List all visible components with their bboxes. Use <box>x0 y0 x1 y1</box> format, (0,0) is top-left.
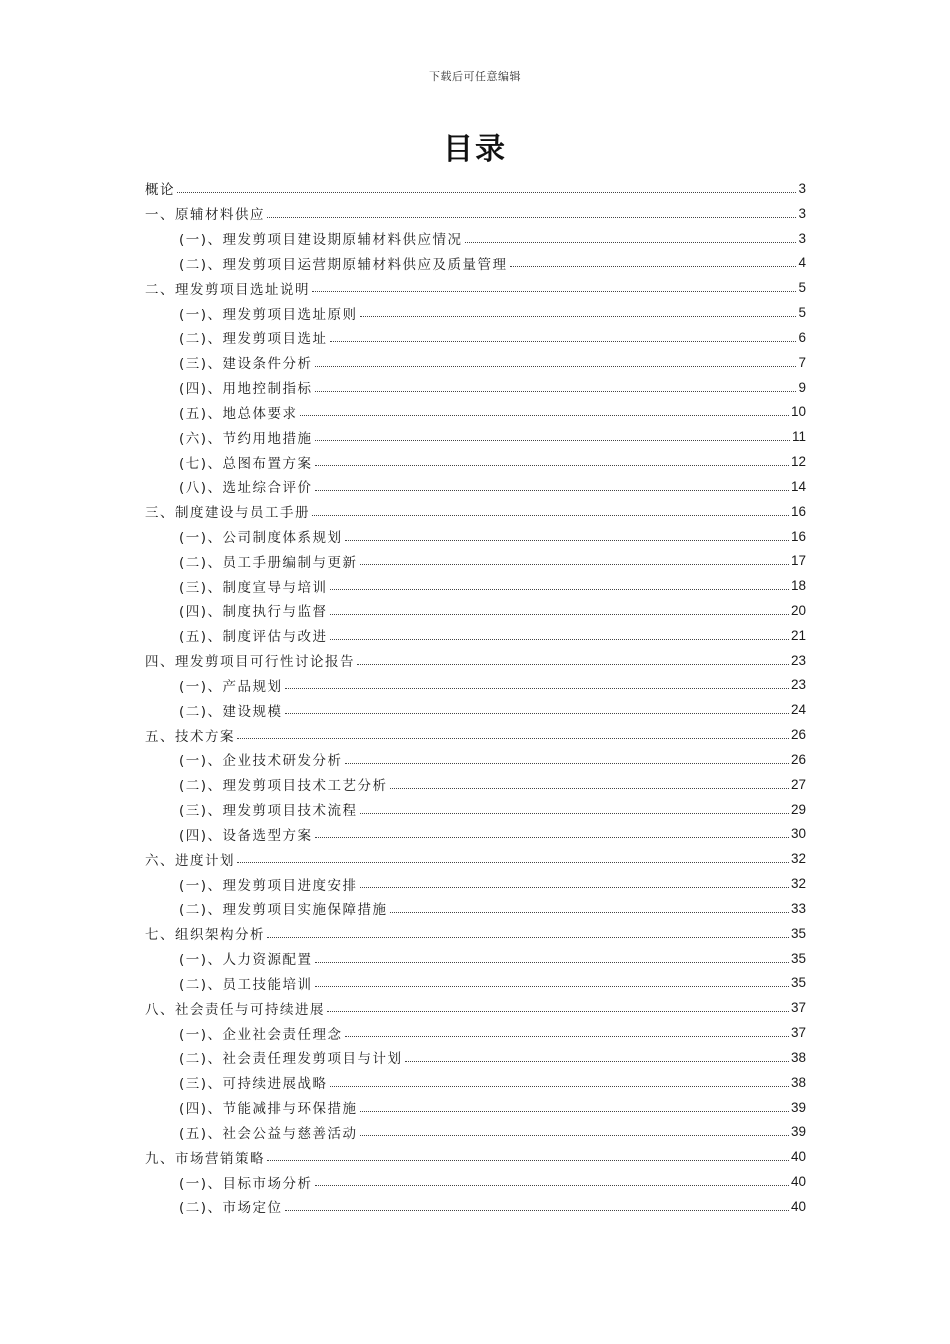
toc-dot-leader <box>315 440 790 441</box>
toc-entry[interactable] <box>145 176 806 201</box>
toc-entry-label: 八、社会责任与可持续进展 <box>145 1001 325 1018</box>
toc-entry-page-number: 14 <box>790 478 806 494</box>
toc-entry-label: 二、理发剪项目选址说明 <box>145 281 310 298</box>
toc-entry-page-number: 7 <box>798 354 806 370</box>
toc-entry[interactable] <box>145 648 806 673</box>
toc-entry[interactable] <box>145 399 806 424</box>
toc-entry-page-number: 33 <box>790 900 806 916</box>
toc-entry-page-number: 3 <box>798 230 806 246</box>
toc-dot-leader <box>315 490 789 491</box>
toc-dot-leader <box>360 316 797 317</box>
toc-entry-label: (二)、理发剪项目实施保障措施 <box>179 902 388 919</box>
toc-entry-page-number: 30 <box>790 826 806 842</box>
toc-entry[interactable] <box>145 250 806 275</box>
toc-entry-label: 三、制度建设与员工手册 <box>145 505 310 522</box>
toc-entry-page-number: 3 <box>798 180 806 196</box>
toc-entry-label: (二)、市场定位 <box>179 1200 283 1217</box>
toc-entry-label: (二)、理发剪项目运营期原辅材料供应及质量管理 <box>179 256 508 273</box>
toc-entry[interactable] <box>145 598 806 623</box>
toc-entry[interactable] <box>145 325 806 350</box>
toc-dot-leader <box>237 862 789 863</box>
toc-dot-leader <box>465 242 797 243</box>
toc-dot-leader <box>315 1185 789 1186</box>
toc-dot-leader <box>360 1111 789 1112</box>
toc-entry-page-number: 39 <box>790 1099 806 1115</box>
toc-entry[interactable] <box>145 1144 806 1169</box>
toc-entry-label: (四)、用地控制指标 <box>179 381 313 398</box>
toc-dot-leader <box>315 837 789 838</box>
toc-entry-label: (二)、理发剪项目选址 <box>179 331 328 348</box>
table-of-contents <box>145 176 806 1219</box>
toc-entry[interactable] <box>145 772 806 797</box>
toc-entry[interactable] <box>145 697 806 722</box>
toc-dot-leader <box>510 266 797 267</box>
toc-entry-page-number: 38 <box>790 1049 806 1065</box>
toc-entry[interactable] <box>145 201 806 226</box>
toc-entry[interactable] <box>145 921 806 946</box>
toc-entry[interactable] <box>145 424 806 449</box>
toc-entry-label: (一)、企业社会责任理念 <box>179 1026 343 1043</box>
toc-entry-label: (一)、理发剪项目进度安排 <box>179 877 358 894</box>
toc-entry-label: (五)、社会公益与慈善活动 <box>179 1125 358 1142</box>
toc-entry-page-number: 35 <box>790 950 806 966</box>
toc-entry[interactable] <box>145 1194 806 1219</box>
toc-entry-label: (一)、目标市场分析 <box>179 1175 313 1192</box>
toc-dot-leader <box>345 1036 789 1037</box>
page-title: 目录 <box>443 132 507 167</box>
toc-entry[interactable] <box>145 995 806 1020</box>
toc-dot-leader <box>357 664 789 665</box>
toc-dot-leader <box>390 912 789 913</box>
toc-entry-label: (一)、企业技术研发分析 <box>179 753 343 770</box>
toc-entry[interactable] <box>145 896 806 921</box>
toc-entry-label: (六)、节约用地措施 <box>179 430 313 447</box>
toc-entry-page-number: 5 <box>798 280 806 296</box>
toc-entry-label: (五)、制度评估与改进 <box>179 629 328 646</box>
toc-dot-leader <box>177 192 796 193</box>
toc-entry-label: 概论 <box>145 182 175 199</box>
toc-entry[interactable] <box>145 822 806 847</box>
toc-entry-page-number: 40 <box>790 1174 806 1190</box>
toc-dot-leader <box>360 813 789 814</box>
toc-entry[interactable] <box>145 449 806 474</box>
toc-entry[interactable] <box>145 573 806 598</box>
toc-entry[interactable] <box>145 1119 806 1144</box>
toc-dot-leader <box>267 217 796 218</box>
toc-dot-leader <box>390 788 789 789</box>
page-header: 下载后可任意编辑 <box>429 70 521 83</box>
toc-entry[interactable] <box>145 722 806 747</box>
toc-entry-label: (一)、理发剪项目建设期原辅材料供应情况 <box>179 232 463 249</box>
toc-entry[interactable] <box>145 300 806 325</box>
toc-entry-label: (七)、总图布置方案 <box>179 455 313 472</box>
toc-entry-page-number: 24 <box>790 702 806 718</box>
toc-entry[interactable] <box>145 499 806 524</box>
toc-entry-page-number: 17 <box>790 553 806 569</box>
toc-entry-page-number: 4 <box>798 255 806 271</box>
toc-dot-leader <box>330 614 789 615</box>
toc-entry[interactable] <box>145 946 806 971</box>
toc-entry-page-number: 16 <box>790 503 806 519</box>
toc-entry-label: 五、技术方案 <box>145 728 235 745</box>
toc-dot-leader <box>360 1135 789 1136</box>
toc-entry-label: 六、进度计划 <box>145 852 235 869</box>
toc-entry-label: (三)、理发剪项目技术流程 <box>179 803 358 820</box>
toc-entry-label: (五)、地总体要求 <box>179 405 298 422</box>
toc-entry-page-number: 18 <box>790 578 806 594</box>
toc-dot-leader <box>312 515 789 516</box>
toc-entry-label: 九、市场营销策略 <box>145 1150 265 1167</box>
toc-entry-page-number: 11 <box>791 429 806 445</box>
toc-entry[interactable] <box>145 797 806 822</box>
toc-entry-page-number: 21 <box>790 627 806 643</box>
toc-entry-label: (三)、可持续进展战略 <box>179 1076 328 1093</box>
toc-entry[interactable] <box>145 375 806 400</box>
toc-entry-label: (二)、理发剪项目技术工艺分析 <box>179 778 388 795</box>
toc-entry-page-number: 39 <box>790 1124 806 1140</box>
toc-entry[interactable] <box>145 474 806 499</box>
toc-entry-label: (一)、产品规划 <box>179 678 283 695</box>
toc-entry-label: (二)、社会责任理发剪项目与计划 <box>179 1051 403 1068</box>
toc-entry-page-number: 40 <box>790 1198 806 1214</box>
toc-entry-label: (四)、制度执行与监督 <box>179 604 328 621</box>
toc-entry[interactable] <box>145 1169 806 1194</box>
toc-dot-leader <box>300 415 789 416</box>
toc-dot-leader <box>360 564 789 565</box>
toc-entry[interactable] <box>145 1045 806 1070</box>
toc-dot-leader <box>237 738 789 739</box>
toc-dot-leader <box>360 887 789 888</box>
toc-entry-label: (二)、建设规模 <box>179 703 283 720</box>
toc-entry-label: (八)、选址综合评价 <box>179 480 313 497</box>
toc-entry[interactable] <box>145 971 806 996</box>
toc-dot-leader <box>267 937 789 938</box>
toc-entry[interactable] <box>145 846 806 871</box>
toc-entry-label: (三)、制度宣导与培训 <box>179 579 328 596</box>
toc-entry-label: 一、原辅材料供应 <box>145 207 265 224</box>
toc-entry-page-number: 37 <box>790 1000 806 1016</box>
toc-dot-leader <box>285 688 789 689</box>
toc-entry-page-number: 3 <box>798 205 806 221</box>
toc-entry-label: (一)、理发剪项目选址原则 <box>179 306 358 323</box>
toc-entry-page-number: 26 <box>790 751 806 767</box>
toc-entry-page-number: 38 <box>790 1074 806 1090</box>
toc-entry[interactable] <box>145 548 806 573</box>
toc-dot-leader <box>315 391 797 392</box>
toc-entry[interactable] <box>145 350 806 375</box>
toc-entry-label: (一)、公司制度体系规划 <box>179 530 343 546</box>
toc-dot-leader <box>312 291 796 292</box>
toc-dot-leader <box>327 1011 789 1012</box>
toc-entry-label: (三)、建设条件分析 <box>179 356 313 373</box>
toc-dot-leader <box>330 589 789 590</box>
toc-entry[interactable] <box>145 623 806 648</box>
toc-entry-page-number: 6 <box>798 329 806 345</box>
toc-entry-label: 七、组织架构分析 <box>145 927 265 944</box>
toc-entry-label: (二)、员工技能培训 <box>179 976 313 993</box>
toc-dot-leader <box>405 1061 789 1062</box>
toc-entry-page-number: 12 <box>790 454 806 470</box>
toc-entry[interactable] <box>145 871 806 896</box>
toc-entry-page-number: 16 <box>790 528 806 544</box>
toc-entry[interactable] <box>145 226 806 251</box>
toc-entry-page-number: 35 <box>790 975 806 991</box>
toc-dot-leader <box>315 366 797 367</box>
toc-entry[interactable] <box>145 1020 806 1045</box>
toc-entry[interactable] <box>145 747 806 772</box>
toc-entry-label: (二)、员工手册编制与更新 <box>179 554 358 571</box>
toc-entry-label: (四)、节能减排与环保措施 <box>179 1101 358 1118</box>
toc-entry-page-number: 37 <box>790 1025 806 1041</box>
toc-dot-leader <box>315 465 789 466</box>
toc-entry-label: (四)、设备选型方案 <box>179 827 313 844</box>
toc-entry-page-number: 5 <box>798 305 806 321</box>
toc-entry-page-number: 26 <box>790 727 806 743</box>
toc-dot-leader <box>330 639 789 640</box>
toc-entry-page-number: 20 <box>790 602 806 618</box>
toc-dot-leader <box>330 1086 789 1087</box>
toc-entry-page-number: 29 <box>790 801 806 817</box>
toc-entry-page-number: 32 <box>790 851 806 867</box>
toc-entry-page-number: 27 <box>790 776 806 792</box>
toc-entry[interactable] <box>145 524 806 549</box>
toc-entry-label: (一)、人力资源配置 <box>179 952 313 969</box>
toc-dot-leader <box>267 1160 789 1161</box>
toc-entry-page-number: 32 <box>790 876 806 892</box>
toc-dot-leader <box>285 713 789 714</box>
toc-entry[interactable] <box>145 1095 806 1120</box>
toc-entry-label: 四、理发剪项目可行性讨论报告 <box>145 654 355 671</box>
toc-entry-page-number: 10 <box>790 404 806 420</box>
toc-entry-page-number: 23 <box>790 652 806 668</box>
toc-dot-leader <box>330 341 797 342</box>
toc-dot-leader <box>315 962 789 963</box>
toc-dot-leader <box>285 1210 789 1211</box>
toc-dot-leader <box>315 986 789 987</box>
toc-entry[interactable] <box>145 275 806 300</box>
toc-entry[interactable] <box>145 1070 806 1095</box>
toc-entry-page-number: 40 <box>790 1149 806 1165</box>
toc-dot-leader <box>345 763 789 764</box>
toc-entry-page-number: 9 <box>798 379 806 395</box>
toc-entry-page-number: 23 <box>790 677 806 693</box>
toc-dot-leader <box>345 540 789 541</box>
toc-entry[interactable] <box>145 673 806 698</box>
toc-entry-page-number: 35 <box>790 925 806 941</box>
